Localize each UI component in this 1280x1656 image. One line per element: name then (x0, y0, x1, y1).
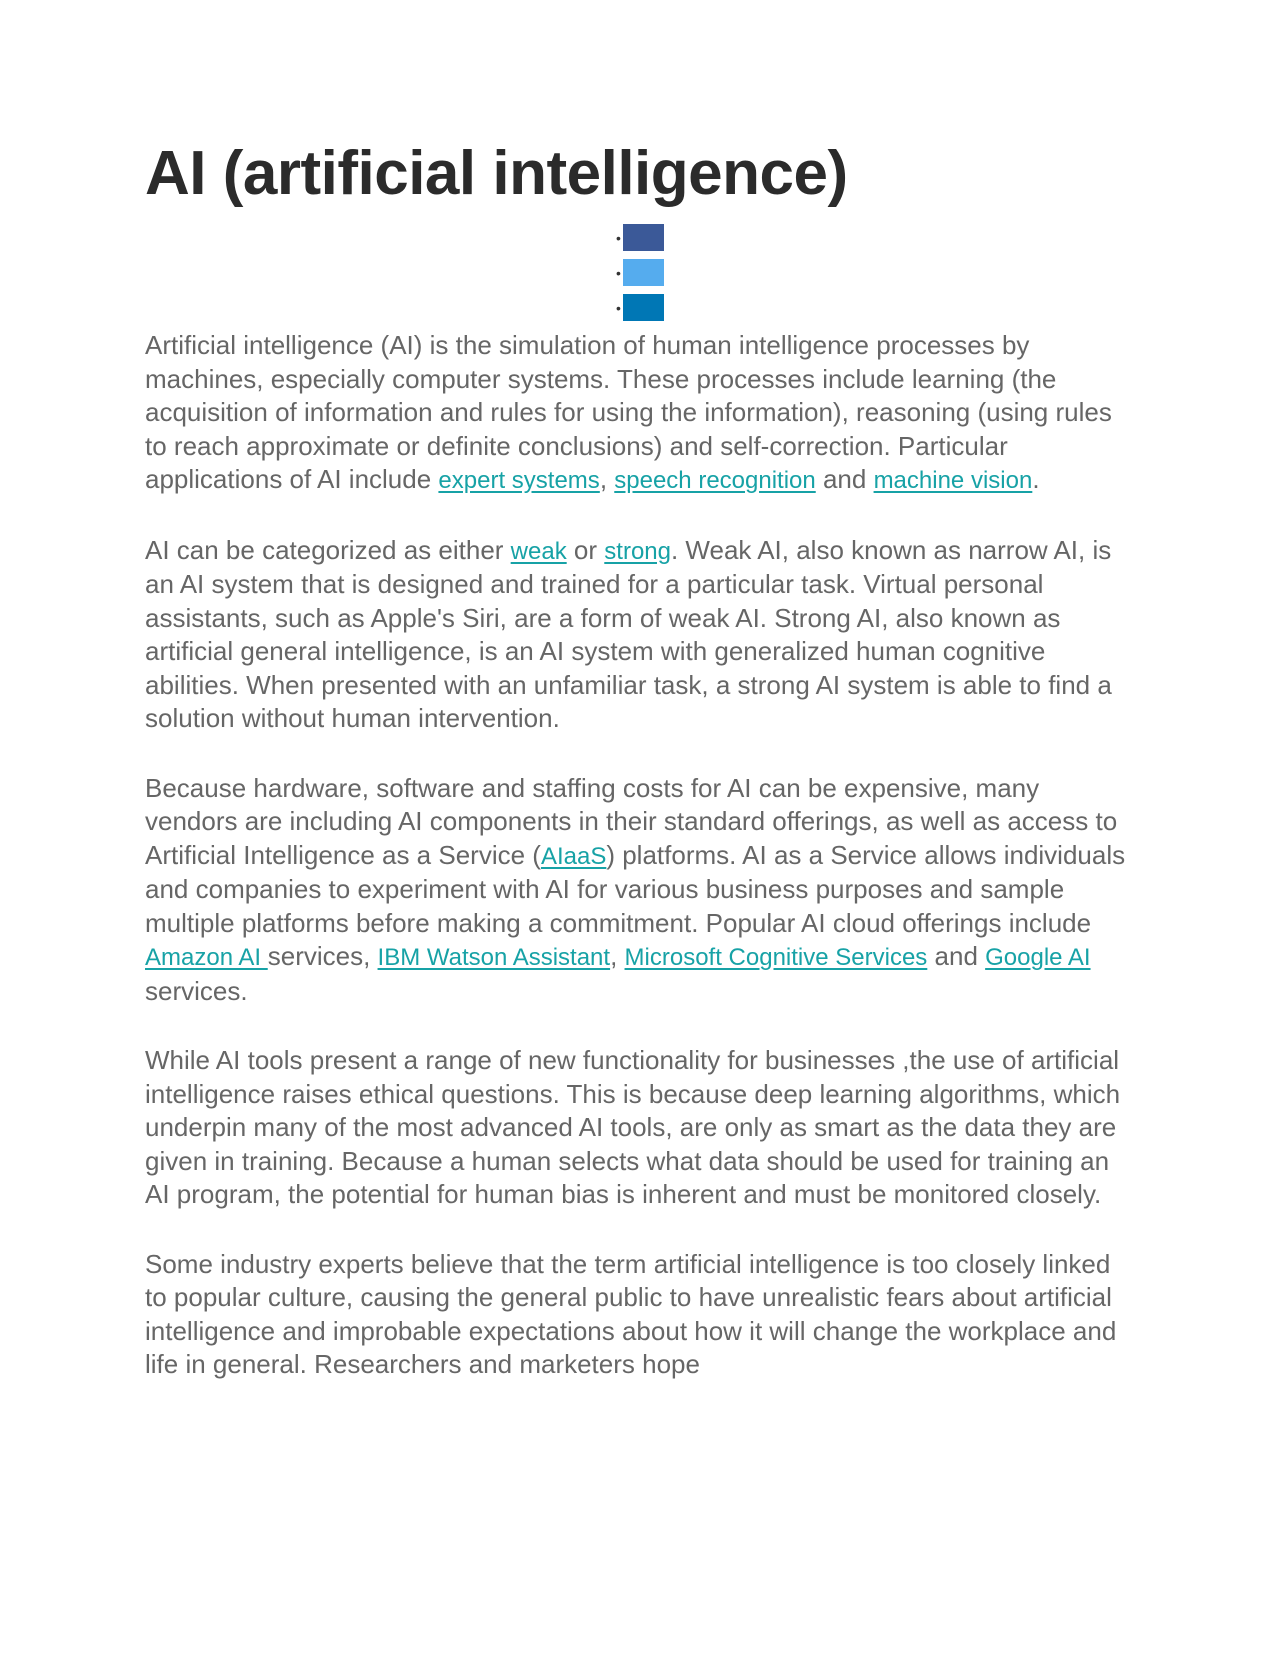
paragraph-aiaas (145, 772, 1135, 1009)
paragraph-culture: Some industry experts believe that the term artificial intelligence is too closely linked to popular culture, causing the general public to have unrealistic fears about artificial intelligence and improbable expectations about how it will change the workplace and life in general. Researchers and marketers hope (145, 1248, 1117, 1380)
text-span: . Weak AI, also known as narrow AI, is an AI system that is designed and trained for a particular task. Virtual personal assistants, such as Apple's Siri, are a form of weak AI. Strong AI, also known as artificial general intelligence, is an AI system with generalized human cognitive abilities. When presented with an unfamiliar task, a strong AI system is able to find a solution without human intervention. (145, 534, 1112, 734)
link-microsoft-cognitive[interactable]: Microsoft Cognitive Services (624, 944, 928, 972)
facebook-share-icon[interactable] (623, 224, 664, 251)
text-span: . (1032, 464, 1040, 495)
link-weak[interactable]: weak (510, 537, 567, 565)
paragraph-definition (145, 329, 1135, 498)
linkedin-share-icon[interactable] (623, 294, 664, 321)
link-aiaas[interactable]: AIaaS (540, 842, 607, 870)
bullet-icon: • (616, 264, 621, 281)
text-span: and (815, 464, 874, 495)
text-span: , (610, 941, 625, 972)
text-span: services. (145, 975, 248, 1006)
share-item-twitter (616, 259, 664, 286)
twitter-share-icon[interactable] (623, 259, 664, 286)
link-strong[interactable]: strong (604, 537, 671, 565)
link-google-ai[interactable]: Google AI (985, 944, 1091, 972)
paragraph-weak-strong (145, 534, 1135, 736)
link-expert-systems[interactable]: expert systems (438, 467, 600, 495)
share-list (145, 224, 1135, 321)
text-span: and (927, 941, 986, 972)
link-speech-recognition[interactable]: speech recognition (614, 467, 816, 495)
text-span: Because hardware, software and staffing costs for AI can be expensive, many vendors are including AI components in their standard offerings, as well as access to Artificial Intelligence as a Service ( (145, 772, 1118, 870)
text-span: Artificial intelligence (AI) is the simulation of human intelligence processes by machines, especially computer systems. These processes include learning (the acquisition of information and rules for using the information), reasoning (using rules to reach approximate or definite conclusions) and self-correction. Particular applications of AI include (145, 330, 1112, 495)
page-title: AI (artificial intelligence) (145, 139, 848, 208)
link-machine-vision[interactable]: machine vision (873, 467, 1033, 495)
document-page (145, 140, 1135, 1418)
text-span: services, (267, 941, 378, 972)
text-span: ) platforms. AI as a Service allows individuals and companies to experiment with AI for various business purposes and sample multiple platforms before making a commitment. Popular AI cloud offerings include (145, 839, 1126, 938)
share-item-facebook (616, 224, 664, 251)
share-item-linkedin (616, 294, 664, 321)
link-amazon-ai[interactable]: Amazon AI (145, 944, 268, 972)
text-span: , (599, 464, 615, 495)
bullet-icon: • (616, 299, 621, 316)
link-ibm-watson[interactable]: IBM Watson Assistant (377, 944, 611, 972)
bullet-icon: • (616, 229, 621, 246)
text-span: or (566, 534, 605, 565)
text-span: AI can be categorized as either (145, 534, 511, 565)
paragraph-ethics: While AI tools present a range of new functionality for businesses ,the use of artificial intelligence raises ethical questions. This is because deep learning algorithms, which underpin many of the most advanced AI tools, are only as smart as the data they are given in training. Because a human selects what data should be used for training an AI program, the potential for human bias is inherent and must be monitored closely. (145, 1045, 1121, 1210)
